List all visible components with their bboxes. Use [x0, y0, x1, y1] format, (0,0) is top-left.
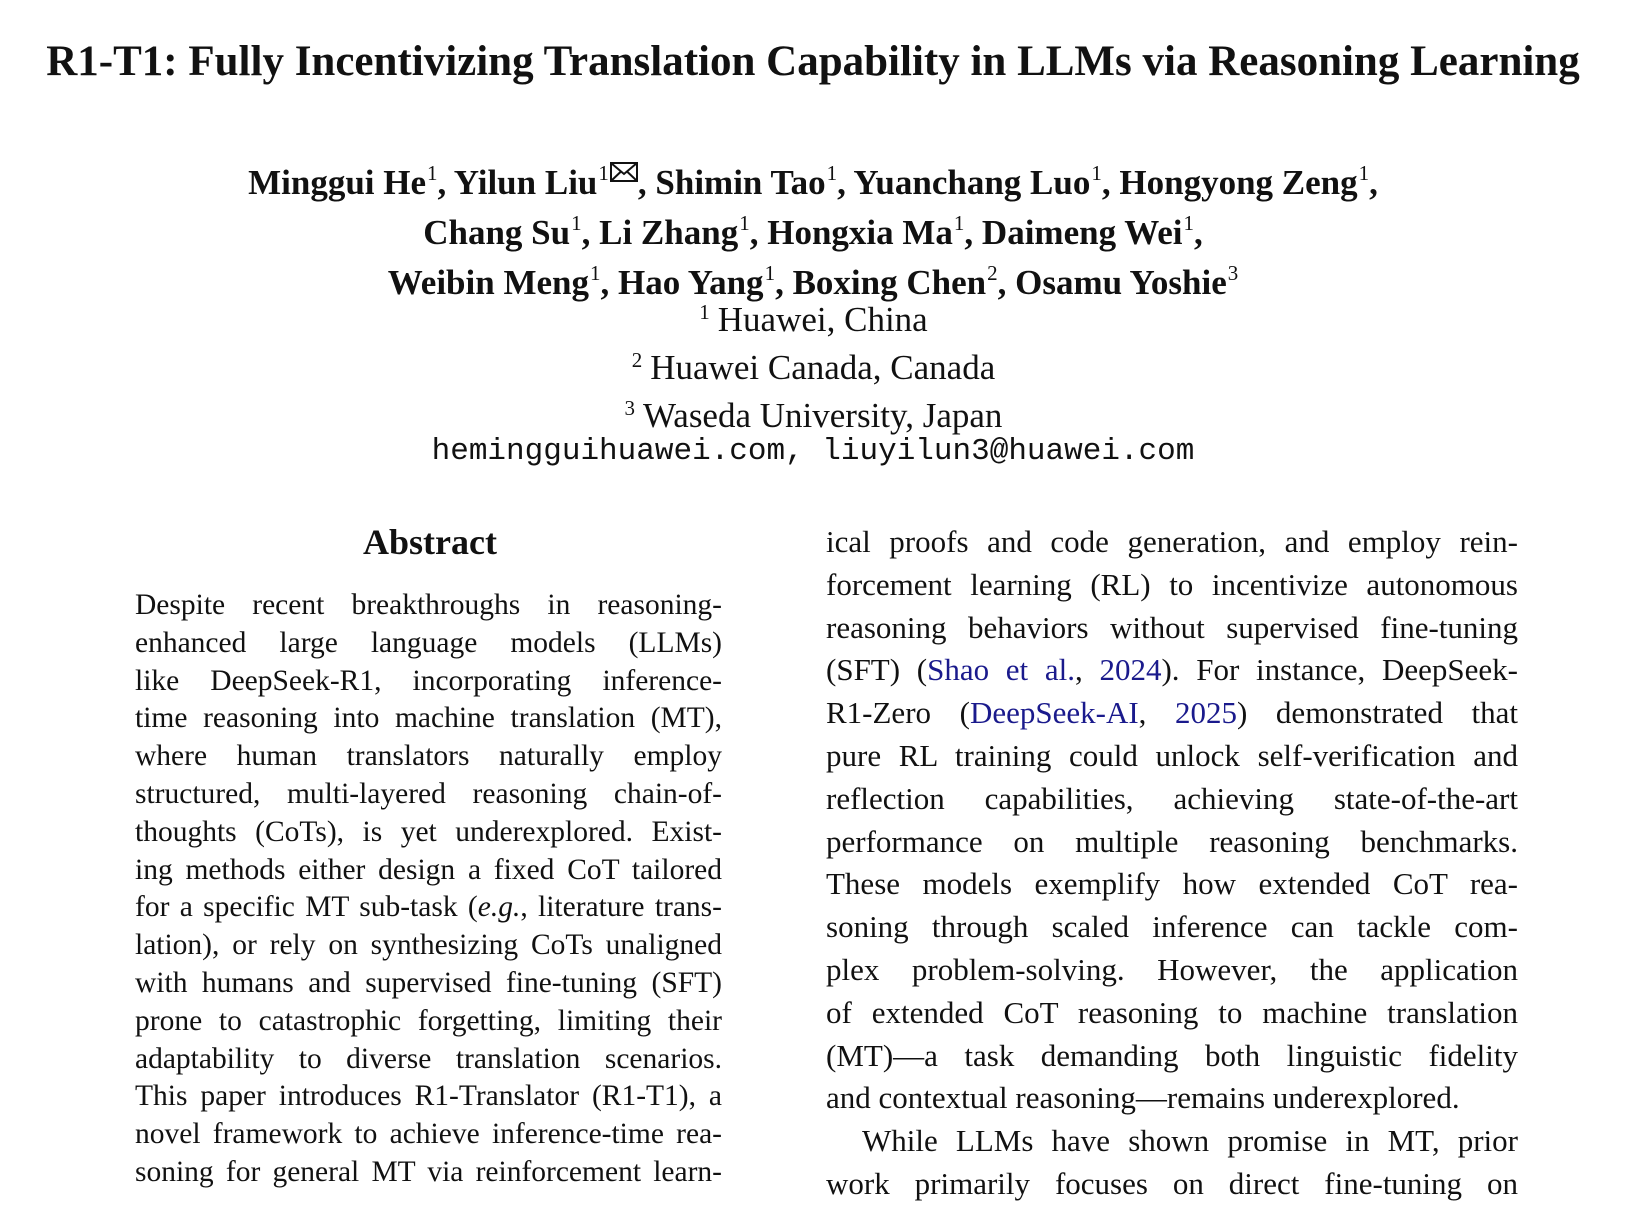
- affiliation-mark: 1: [699, 300, 710, 324]
- author-name: Daimeng Wei: [981, 213, 1183, 252]
- abstract-line: [135, 889, 722, 927]
- intro-line: pure RL training could unlock self-verification and: [826, 737, 1518, 773]
- introduction-body: [826, 521, 1518, 1206]
- intro-line: [826, 649, 1518, 692]
- author-affil-mark: 2: [987, 261, 998, 285]
- author-name: Boxing Chen: [792, 263, 987, 302]
- affiliation-list: [40, 298, 1586, 442]
- affiliation-text: Huawei, China: [717, 300, 928, 339]
- author-name: Chang Su: [423, 213, 571, 252]
- abstract-italic-text: e.g.: [477, 891, 521, 924]
- contact-emails: hemingguihuawei.com, liuyilun3@huawei.com: [431, 434, 1195, 469]
- author-affil-mark: 1: [598, 161, 609, 185]
- author-list: [40, 160, 1586, 310]
- intro-line: soning through scaled inference can tackle com-: [826, 909, 1518, 945]
- author-line-3: Weibin Meng$^1$, Hao Yang$^1$, Boxing Chen$^2$, Osamu Yoshie$^3$: [387, 261, 1239, 302]
- intro-text: ) demonstrated that: [1237, 695, 1519, 731]
- author-name: Yilun Liu: [453, 163, 598, 202]
- author-name: Li Zhang: [599, 213, 739, 252]
- author-affil-mark: 1: [590, 261, 601, 285]
- author-affil-mark: 1: [427, 161, 438, 185]
- affiliation: [40, 298, 1586, 346]
- intro-line: plex problem-solving. However, the application: [826, 951, 1518, 987]
- author-name: Osamu Yoshie: [1015, 263, 1227, 302]
- author-name: Hao Yang: [618, 263, 764, 302]
- abstract-line: where human translators naturally employ: [135, 740, 722, 773]
- abstract-body: [135, 587, 722, 1192]
- intro-text: ,: [1138, 695, 1176, 731]
- citation-link[interactable]: DeepSeek-AI: [969, 695, 1139, 731]
- abstract-text: , literature trans-: [520, 891, 722, 924]
- intro-line: These models exemplify how extended CoT rea-: [826, 866, 1518, 902]
- affiliation-mark: 3: [624, 396, 636, 420]
- author-affil-mark: 3: [1227, 261, 1239, 285]
- intro-line: work primarily focuses on direct fine-tuning on: [826, 1165, 1518, 1201]
- citation-link[interactable]: Shao et al.: [927, 652, 1075, 688]
- author-name: Minggui He: [248, 163, 427, 202]
- abstract-line: lation), or rely on synthesizing CoTs unaligned: [135, 929, 722, 962]
- intro-line: reflection capabilities, achieving state-of-the-art: [826, 780, 1518, 816]
- author-affil-mark: 1: [826, 161, 838, 185]
- author-name: Hongxia Ma: [767, 213, 953, 252]
- abstract-line: adaptability to diverse translation scenarios.: [135, 1042, 722, 1075]
- affiliation: [40, 346, 1586, 394]
- envelope-icon: [610, 162, 638, 182]
- abstract-line: thoughts (CoTs), is yet underexplored. Exist-: [135, 815, 722, 848]
- author-affil-mark: 1: [1358, 161, 1370, 185]
- intro-text: (SFT) (: [826, 652, 928, 688]
- author-affil-mark: 1: [739, 211, 750, 235]
- author-affil-mark: 1: [1091, 161, 1102, 185]
- author-name: Weibin Meng: [387, 263, 590, 302]
- abstract-line: prone to catastrophic forgetting, limiting their: [135, 1004, 722, 1037]
- author-affil-mark: 1: [953, 211, 965, 235]
- abstract-line: enhanced large language models (LLMs): [135, 626, 722, 659]
- intro-line: While LLMs have shown promise in MT, prior: [862, 1123, 1518, 1159]
- abstract-line: Despite recent breakthroughs in reasoning-: [135, 589, 722, 621]
- abstract-line: soning for general MT via reinforcement learn-: [135, 1155, 722, 1188]
- author-name: Yuanchang Luo: [853, 163, 1091, 202]
- intro-line: performance on multiple reasoning benchmarks.: [826, 823, 1518, 859]
- citation-year-link[interactable]: 2025: [1175, 695, 1238, 731]
- intro-line: of extended CoT reasoning to machine translation: [826, 994, 1518, 1030]
- author-line-1: Minggui He$^1$, Yilun Liu$^1$ , Shimin Tao$^1$, Yuanchang Luo$^1$, Hongyong Zeng$^1$,: [248, 161, 1378, 202]
- intro-text: R1-Zero (: [826, 695, 970, 731]
- abstract-line: like DeepSeek-R1, incorporating inference-: [135, 664, 722, 697]
- intro-line: [826, 692, 1518, 735]
- intro-line: and contextual reasoning—remains underexplored.: [826, 1080, 1460, 1116]
- abstract-line: novel framework to achieve inference-time rea-: [135, 1118, 722, 1151]
- intro-line: ical proofs and code generation, and employ rein-: [826, 524, 1518, 559]
- abstract-line: structured, multi-layered reasoning chain-of-: [135, 777, 722, 810]
- author-affil-mark: 1: [1183, 211, 1195, 235]
- intro-line: reasoning behaviors without supervised fine-tuning: [826, 609, 1518, 645]
- affiliation-text: Huawei Canada, Canada: [650, 348, 996, 387]
- abstract-line: ing methods either design a fixed CoT tailored: [135, 853, 722, 886]
- abstract-line: time reasoning into machine translation (MT),: [135, 702, 722, 735]
- citation-year-link[interactable]: 2024: [1099, 652, 1162, 688]
- affiliation-mark: 2: [631, 348, 643, 372]
- author-name: Shimin Tao: [655, 163, 826, 202]
- author-name: Hongyong Zeng: [1119, 163, 1358, 202]
- abstract-line: This paper introduces R1-Translator (R1-T1), a: [135, 1080, 722, 1113]
- author-line-2: Chang Su$^1$, Li Zhang$^1$, Hongxia Ma$^1$, Daimeng Wei$^1$,: [423, 211, 1203, 252]
- intro-text: ). For instance, DeepSeek-: [1161, 652, 1518, 688]
- intro-text: ,: [1075, 652, 1100, 688]
- author-affil-mark: 1: [571, 211, 582, 235]
- intro-line: forcement learning (RL) to incentivize autonomous: [826, 566, 1518, 602]
- abstract-heading: Abstract: [363, 522, 497, 562]
- paper-title: R1-T1: Fully Incentivizing Translation Capability in LLMs via Reasoning Learning: [46, 38, 1580, 85]
- abstract-text: for a specific MT sub-task (: [135, 891, 478, 924]
- affiliation-text: Waseda University, Japan: [643, 396, 1003, 435]
- intro-line: (MT)—a task demanding both linguistic fidelity: [826, 1037, 1518, 1073]
- author-affil-mark: 1: [764, 261, 776, 285]
- abstract-line: with humans and supervised fine-tuning (SFT): [135, 966, 722, 999]
